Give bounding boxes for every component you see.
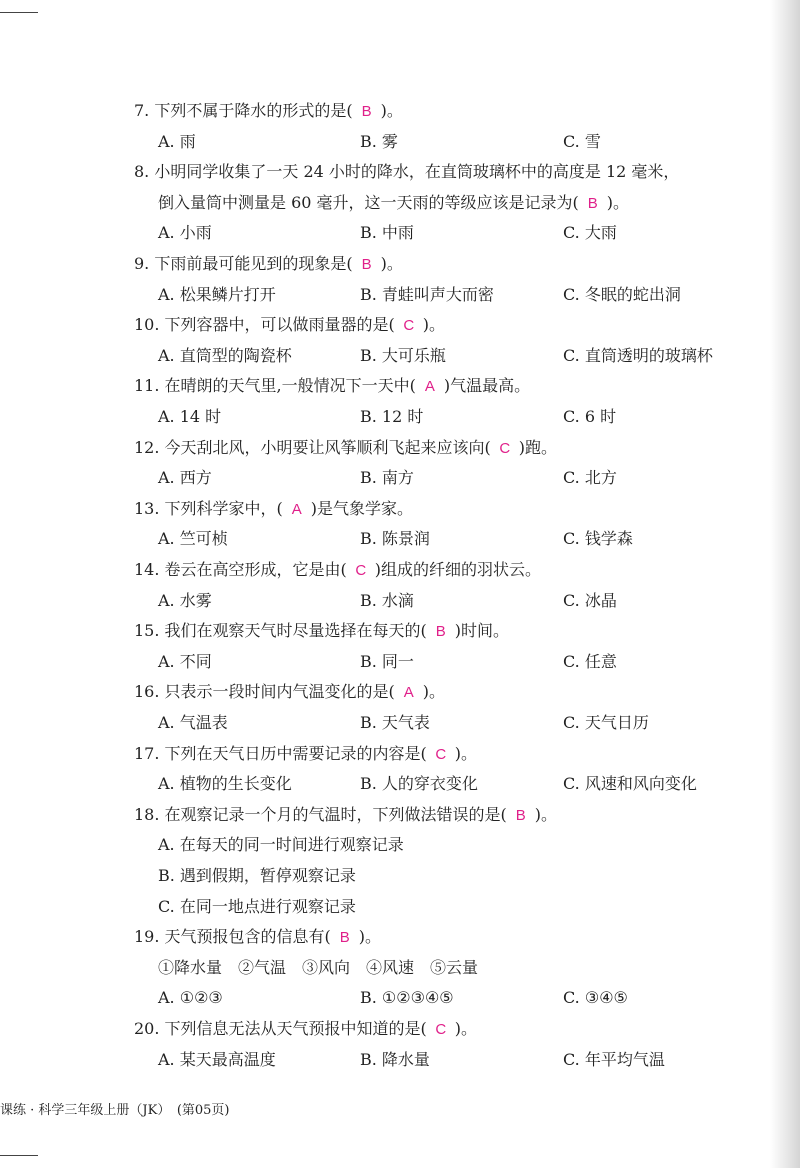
- option-a: A. 在每天的同一时间进行观察记录: [158, 835, 404, 854]
- answer-mark: C: [435, 746, 447, 763]
- question-number: 10.: [134, 315, 160, 334]
- question-text: 卷云在高空形成，它是由(: [164, 560, 347, 579]
- option-a: A. 竺可桢: [158, 529, 228, 548]
- question-text: 下列信息无法从天气预报中知道的是(: [164, 1019, 427, 1038]
- option-b: B. 水滴: [360, 591, 414, 610]
- question-stem: [134, 162, 679, 182]
- answer-mark: A: [403, 684, 414, 701]
- question-text: 下列科学家中，(: [164, 499, 283, 518]
- question-stem: [134, 101, 403, 122]
- option-c: C. 在同一地点进行观察记录: [158, 897, 356, 916]
- question-text-end: )。: [454, 1019, 478, 1038]
- answer-mark: A: [424, 378, 435, 395]
- question-text-end: )。: [422, 315, 446, 334]
- question-text-end: )气温最高。: [443, 376, 531, 395]
- question-text-end: )组成的纤细的羽状云。: [374, 560, 542, 579]
- question-stem: [134, 744, 477, 765]
- option-b: B. 雾: [360, 132, 398, 151]
- option-a: A. 松果鳞片打开: [158, 285, 276, 304]
- question-number: 13.: [134, 499, 160, 518]
- option-b: B. 陈景润: [360, 529, 430, 548]
- question-stem: [134, 254, 403, 275]
- answer-mark: C: [403, 317, 415, 334]
- option-a: A. 西方: [158, 468, 212, 487]
- option-b: B. 天气表: [360, 713, 430, 732]
- question-stem: [134, 315, 445, 336]
- question-text: 下列在天气日历中需要记录的内容是(: [164, 744, 427, 763]
- answer-mark: B: [515, 807, 526, 824]
- option-c: C. 大雨: [563, 223, 617, 242]
- answer-mark: B: [361, 103, 372, 120]
- option-a: A. 直筒型的陶瓷杯: [158, 346, 292, 365]
- page-footer: 课练 · 科学三年级上册（JK） (第05页): [0, 1103, 230, 1118]
- question-number: 16.: [134, 682, 160, 701]
- question-number: 14.: [134, 560, 160, 579]
- question-stem: [134, 682, 445, 703]
- question-text-end: )。: [534, 805, 558, 824]
- question-text: 在晴朗的天气里,一般情况下一天中(: [164, 376, 416, 395]
- question-text: 只表示一段时间内气温变化的是(: [164, 682, 395, 701]
- option-c: C. 钱学森: [563, 529, 633, 548]
- option-a: A. 雨: [158, 132, 196, 151]
- question-stem: [134, 927, 381, 948]
- question-number: 7.: [134, 101, 150, 120]
- option-c: C. 冰晶: [563, 591, 617, 610]
- info-items: ①降水量 ②气温 ③风向 ④风速 ⑤云量: [158, 958, 479, 977]
- question-text: 我们在观察天气时尽量选择在每天的(: [164, 621, 427, 640]
- option-a: A. 某天最高温度: [158, 1050, 276, 1069]
- option-a: A. 水雾: [158, 591, 212, 610]
- option-b: B. 遇到假期，暂停观察记录: [158, 866, 356, 885]
- question-number: 20.: [134, 1019, 160, 1038]
- question-text-end: )跑。: [518, 438, 558, 457]
- answer-mark: B: [339, 929, 350, 946]
- option-b: B. 降水量: [360, 1050, 430, 1069]
- question-text: 下雨前最可能见到的现象是(: [154, 254, 353, 273]
- question-text-end: )是气象学家。: [310, 499, 414, 518]
- question-text: 下列不属于降水的形式的是(: [154, 101, 353, 120]
- question-text-end: )。: [454, 744, 478, 763]
- answer-mark: C: [499, 440, 511, 457]
- question-number: 12.: [134, 438, 160, 457]
- option-c: C. 直筒透明的玻璃杯: [563, 346, 713, 365]
- question-number: 18.: [134, 805, 160, 824]
- question-stem: [134, 805, 557, 826]
- question-number: 9.: [134, 254, 150, 273]
- option-a: A. 小雨: [158, 223, 212, 242]
- option-c: C. 冬眠的蛇出洞: [563, 285, 681, 304]
- question-text-end: )。: [606, 193, 630, 212]
- question-stem: [134, 499, 413, 520]
- option-b: B. 中雨: [360, 223, 414, 242]
- question-text-end: )。: [380, 101, 403, 120]
- option-b: B. 人的穿衣变化: [360, 774, 478, 793]
- question-text: 小明同学收集了一天 24 小时的降水，在直筒玻璃杯中的高度是 12 毫米，: [154, 162, 680, 181]
- answer-mark: B: [361, 256, 372, 273]
- option-b: B. 12 时: [360, 407, 424, 426]
- option-b: B. 同一: [360, 652, 414, 671]
- answer-mark: A: [291, 501, 302, 518]
- question-stem-continued: [158, 193, 629, 214]
- option-c: C. 年平均气温: [563, 1050, 665, 1069]
- answer-mark: C: [355, 562, 367, 579]
- question-text: 今天刮北风，小明要让风筝顺利飞起来应该向(: [164, 438, 491, 457]
- option-c: C. 雪: [563, 132, 601, 151]
- question-text-end: )。: [422, 682, 446, 701]
- option-c: C. ③④⑤: [563, 988, 628, 1007]
- question-stem: [134, 438, 557, 459]
- question-text: 倒入量筒中测量是 60 毫升，这一天雨的等级应该是记录为(: [158, 193, 579, 212]
- question-number: 8.: [134, 162, 150, 181]
- question-number: 17.: [134, 744, 160, 763]
- option-c: C. 任意: [563, 652, 617, 671]
- option-a: A. 14 时: [158, 407, 222, 426]
- question-text-end: )。: [380, 254, 403, 273]
- question-text-end: )时间。: [454, 621, 510, 640]
- question-text-end: )。: [358, 927, 382, 946]
- option-a: A. 不同: [158, 652, 212, 671]
- question-text: 在观察记录一个月的气温时，下列做法错误的是(: [164, 805, 507, 824]
- option-a: A. 植物的生长变化: [158, 774, 292, 793]
- question-stem: [134, 376, 530, 397]
- option-c: C. 北方: [563, 468, 617, 487]
- option-c: C. 天气日历: [563, 713, 649, 732]
- question-number: 19.: [134, 927, 160, 946]
- option-b: B. ①②③④⑤: [360, 988, 454, 1007]
- question-text: 天气预报包含的信息有(: [164, 927, 331, 946]
- question-stem: [134, 621, 509, 642]
- answer-mark: C: [435, 1021, 447, 1038]
- question-stem: [134, 1019, 477, 1040]
- answer-mark: B: [435, 623, 446, 640]
- option-b: B. 南方: [360, 468, 414, 487]
- question-stem: [134, 560, 541, 581]
- question-number: 15.: [134, 621, 160, 640]
- option-b: B. 青蛙叫声大而密: [360, 285, 494, 304]
- option-c: C. 风速和风向变化: [563, 774, 697, 793]
- option-b: B. 大可乐瓶: [360, 346, 446, 365]
- option-a: A. ①②③: [158, 988, 223, 1007]
- answer-mark: B: [587, 195, 598, 212]
- question-text: 下列容器中，可以做雨量器的是(: [164, 315, 395, 334]
- option-c: C. 6 时: [563, 407, 617, 426]
- option-a: A. 气温表: [158, 713, 228, 732]
- question-number: 11.: [134, 376, 160, 395]
